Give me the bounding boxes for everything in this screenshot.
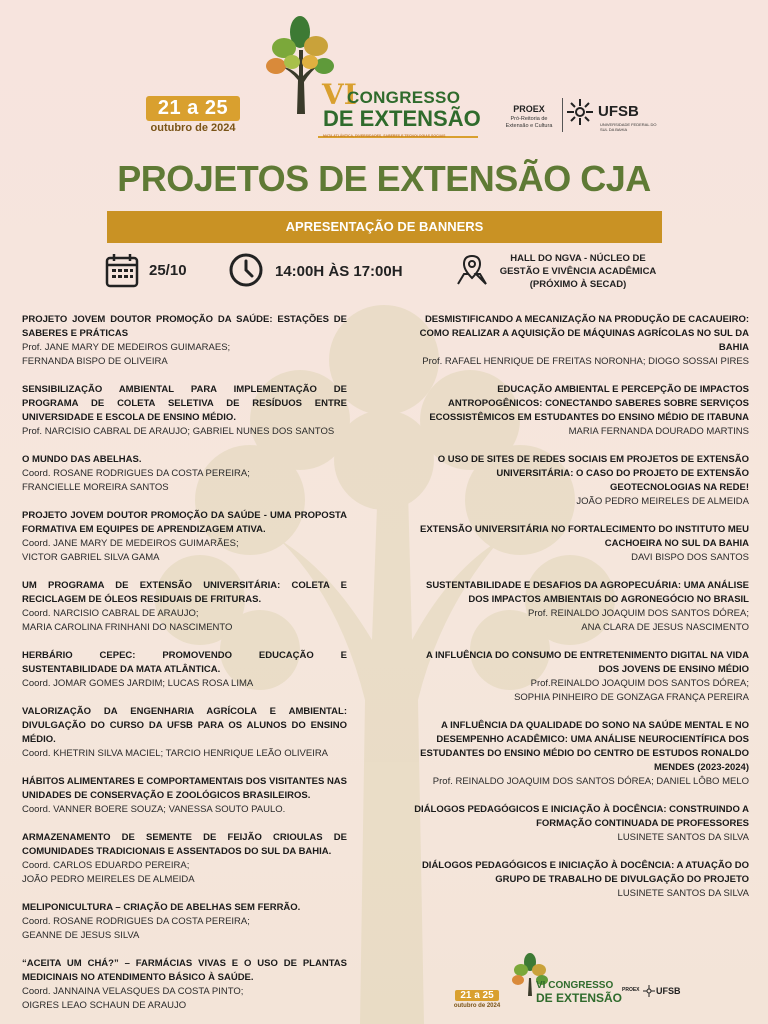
project-people: SOPHIA PINHEIRO DE GONZAGA FRANÇA PEREIRA: [514, 692, 749, 703]
project-item: [22, 383, 347, 439]
project-title: O MUNDO DAS ABELHAS.: [22, 454, 142, 465]
logo-tagline: MATA ATLÂNTICA, DIVERSIDADES, SABERES E TECNOLOGIAS SOCIAIS: [323, 134, 446, 138]
project-item: [414, 649, 749, 705]
project-item: [414, 383, 749, 439]
calendar-icon: [105, 252, 139, 288]
project-people: LUSINETE SANTOS DA SILVA: [617, 888, 749, 899]
project-people: Coord. CARLOS EDUARDO PEREIRA;: [22, 860, 190, 871]
event-place: HALL DO NGVA - NÚCLEO DE GESTÃO E VIVÊNCIA ACADÊMICA (PRÓXIMO À SECAD): [499, 253, 657, 290]
project-people: Prof. RAFAEL HENRIQUE DE FREITAS NORONHA; DIOGO SOSSAI PIRES: [422, 356, 749, 367]
project-item: [414, 803, 749, 845]
project-people: FERNANDA BISPO DE OLIVEIRA: [22, 356, 168, 367]
project-people: Coord. JOMAR GOMES JARDIM; LUCAS ROSA LIMA: [22, 678, 254, 689]
project-item: [22, 957, 347, 1013]
banner-subtitle-bar: APRESENTAÇÃO DE BANNERS: [107, 211, 662, 243]
project-people: MARIA CAROLINA FRINHANI DO NASCIMENTO: [22, 622, 233, 633]
right-projects-column: [414, 313, 749, 915]
project-people: Prof.REINALDO JOAQUIM DOS SANTOS DÓREA;: [530, 678, 749, 689]
project-title: PROJETO JOVEM DOUTOR PROMOÇÃO DA SAÚDE: ESTAÇÕES DE SABERES E PRÁTICAS: [22, 314, 347, 339]
project-people: VICTOR GABRIEL SILVA GAMA: [22, 552, 160, 563]
project-people: MARIA FERNANDA DOURADO MARTINS: [568, 426, 749, 437]
footer-logo-extensao: DE EXTENSÃO: [536, 991, 623, 1005]
project-title: SUSTENTABILIDADE E DESAFIOS DA AGROPECUÁRIA: UMA ANÁLISE DOS IMPACTOS AMBIENTAIS DO AGRONEGÓCIO NO BRASIL: [425, 580, 749, 605]
project-item: [414, 579, 749, 635]
page-title: PROJETOS DE EXTENSÃO CJA: [117, 158, 651, 199]
project-people: DAVI BISPO DOS SANTOS: [631, 552, 749, 563]
footer-ufsb-flower-icon: [643, 985, 655, 997]
project-people: JOÃO PEDRO MEIRELES DE ALMEIDA: [22, 874, 195, 885]
project-item: [414, 453, 749, 509]
project-people: Coord. JANNAINA VELASQUES DA COSTA PINTO;: [22, 986, 244, 997]
footer-date-badge: [450, 985, 504, 1009]
event-date-badge: [134, 96, 252, 134]
event-time: 14:00H ÀS 17:00H: [275, 263, 403, 280]
project-title: MELIPONICULTURA – CRIAÇÃO DE ABELHAS SEM FERRÃO.: [22, 902, 301, 913]
project-people: OIGRES LEAO SCHAUN DE ARAUJO: [22, 1000, 187, 1011]
clock-icon: [228, 252, 264, 288]
project-people: GEANNE DE JESUS SILVA: [22, 930, 140, 941]
proex-title: PROEX: [513, 104, 545, 114]
project-title: HÁBITOS ALIMENTARES E COMPORTAMENTAIS DOS VISITANTES NAS UNIDADES DE CONSERVAÇÃO E ZOOLÓGICOS BRASILEIROS.: [22, 776, 347, 801]
footer-ufsb: UFSB: [656, 986, 681, 996]
ufsb-flower-icon: [565, 97, 595, 127]
project-item: [22, 901, 347, 943]
project-people: Prof. REINALDO JOAQUIM DOS SANTOS DÓREA;: [527, 608, 749, 619]
project-people: Prof. REINALDO JOAQUIM DOS SANTOS DÓREA; DANIEL LÔBO MELO: [432, 776, 749, 787]
footer-proex: PROEX: [622, 987, 640, 993]
project-people: FRANCIELLE MOREIRA SANTOS: [22, 482, 169, 493]
footer-month: outubro de 2024: [453, 1003, 501, 1009]
project-item: [414, 313, 749, 369]
event-date: 25/10: [149, 262, 187, 279]
project-item: [22, 509, 347, 565]
project-title: UM PROGRAMA DE EXTENSÃO UNIVERSITÁRIA: COLETA E RECICLAGEM DE ÓLEOS RESIDUAIS DE FRITURAS.: [22, 580, 347, 605]
project-people: Prof. NARCISIO CABRAL DE ARAUJO; GABRIEL NUNES DOS SANTOS: [22, 426, 335, 437]
project-people: LUSINETE SANTOS DA SILVA: [617, 832, 749, 843]
date-range: 21 a 25: [146, 96, 240, 121]
project-title: DIÁLOGOS PEDAGÓGICOS E INICIAÇÃO À DOCÊNCIA: A ATUAÇÃO DO GRUPO DE TRABALHO DE DIVULGAÇÃO DO PROJETO: [421, 860, 749, 885]
proex-subtitle: Pró-Reitoria de Extensão e Cultura: [505, 116, 553, 129]
project-title: ARMAZENAMENTO DE SEMENTE DE FEIJÃO CRIOULAS DE COMUNIDADES TRADICIONAIS E ASSENTADOS DO SUL DA BAHIA.: [22, 832, 347, 857]
project-title: A INFLUÊNCIA DA QUALIDADE DO SONO NA SAÚDE MENTAL E NO DESEMPENHO ACADÊMICO: UMA ANÁLISE NEUROCIENTÍFICA DOS ESTUDANTES DO ENSINO MÉDIO DO CENTRO DE ESTUDOS RONALDO MENDES (2023-2024): [420, 720, 749, 773]
project-item: [22, 313, 347, 369]
project-title: EXTENSÃO UNIVERSITÁRIA NO FORTALECIMENTO DO INSTITUTO MEU CACHOEIRA NO SUL DA BAHIA: [420, 524, 749, 549]
logo-congresso: CONGRESSO: [347, 88, 461, 107]
project-item: [22, 453, 347, 495]
ufsb-logo-text: UFSB: [598, 103, 639, 120]
project-title: HERBÁRIO CEPEC: PROMOVENDO EDUCAÇÃO E SUSTENTABILIDADE DA MATA ATLÂNTICA.: [22, 650, 347, 675]
project-item: [414, 523, 749, 565]
logo-extensao: DE EXTENSÃO: [323, 106, 481, 131]
project-people: Coord. NARCISIO CABRAL DE ARAUJO;: [22, 608, 199, 619]
logo-divider: [562, 98, 563, 132]
project-title: PROJETO JOVEM DOUTOR PROMOÇÃO DA SAÚDE - UMA PROPOSTA FORMATIVA EM EQUIPES DE APRENDIZAGEM ATIVA.: [22, 510, 347, 535]
project-title: SENSIBILIZAÇÃO AMBIENTAL PARA IMPLEMENTAÇÃO DE PROGRAMA DE COLETA SELETIVA DE RESÍDUOS ENTRE UNIVERSIDADE E ESCOLA DE ENSINO MÉDIO.: [22, 384, 347, 423]
project-title: DIÁLOGOS PEDAGÓGICOS E INICIAÇÃO À DOCÊNCIA: CONSTRUINDO A FORMAÇÃO CONTINUADA DE PROFESSORES: [414, 804, 749, 829]
project-people: Coord. ROSANE RODRIGUES DA COSTA PEREIRA;: [22, 916, 250, 927]
proex-logo: [500, 104, 558, 130]
project-people: Coord. VANNER BOERE SOUZA; VANESSA SOUTO PAULO.: [22, 804, 286, 815]
project-title: VALORIZAÇÃO DA ENGENHARIA AGRÍCOLA E AMBIENTAL: DIVULGAÇÃO DO CURSO DA UFSB PARA OS ALUNOS DO ENSINO MÉDIO.: [22, 706, 347, 745]
logo-vi: VI: [322, 78, 357, 111]
project-item: [22, 831, 347, 887]
ufsb-subtitle: UNIVERSIDADE FEDERAL DO SUL DA BAHIA: [600, 122, 657, 132]
project-title: “ACEITA UM CHÁ?” – FARMÁCIAS VIVAS E O USO DE PLANTAS MEDICINAIS NO ATENDIMENTO BÁSICO À SAÚDE.: [22, 958, 347, 983]
project-title: O USO DE SITES DE REDES SOCIAIS EM PROJETOS DE EXTENSÃO UNIVERSITÁRIA: O CASO DO PROJETO DE EXTENSÃO GEOTECNOLOGIAS NA REDE!: [437, 454, 749, 493]
project-people: Coord. JANE MARY DE MEDEIROS GUIMARÃES;: [22, 538, 239, 549]
project-item: [22, 775, 347, 817]
date-month: outubro de 2024: [150, 122, 236, 134]
footer-logo-congresso: VI CONGRESSO: [536, 980, 614, 991]
project-item: [22, 705, 347, 761]
project-people: Coord. ROSANE RODRIGUES DA COSTA PEREIRA;: [22, 468, 250, 479]
project-title: EDUCAÇÃO AMBIENTAL E PERCEPÇÃO DE IMPACTOS ANTROPOGÊNICOS: CONECTANDO SABERES SOBRE SERVIÇOS ECOSSISTÊMICOS EM ESTUDANTES DO ENSINO MÉDIO DE ITABUNA: [429, 384, 749, 423]
location-pin-icon: [454, 252, 490, 288]
project-people: Prof. JANE MARY DE MEDEIROS GUIMARAES;: [22, 342, 231, 353]
project-item: [22, 579, 347, 635]
project-item: [22, 649, 347, 691]
project-item: [414, 859, 749, 901]
footer-date-range: 21 a 25: [455, 990, 498, 1001]
project-people: Coord. KHETRIN SILVA MACIEL; TARCIO HENRIQUE LEÃO OLIVEIRA: [22, 748, 329, 759]
project-people: JOÃO PEDRO MEIRELES DE ALMEIDA: [576, 496, 749, 507]
project-people: ANA CLARA DE JESUS NASCIMENTO: [581, 622, 749, 633]
project-item: [414, 719, 749, 789]
project-title: DESMISTIFICANDO A MECANIZAÇÃO NA PRODUÇÃO DE CACAUEIRO: COMO REALIZAR A AQUISIÇÃO DE MÁQUINAS AGRÍCOLAS NO SUL DA BAHIA: [419, 314, 749, 353]
project-title: A INFLUÊNCIA DO CONSUMO DE ENTRETENIMENTO DIGITAL NA VIDA DOS JOVENS DE ENSINO MÉDIO: [425, 650, 749, 675]
left-projects-column: [22, 313, 347, 1024]
